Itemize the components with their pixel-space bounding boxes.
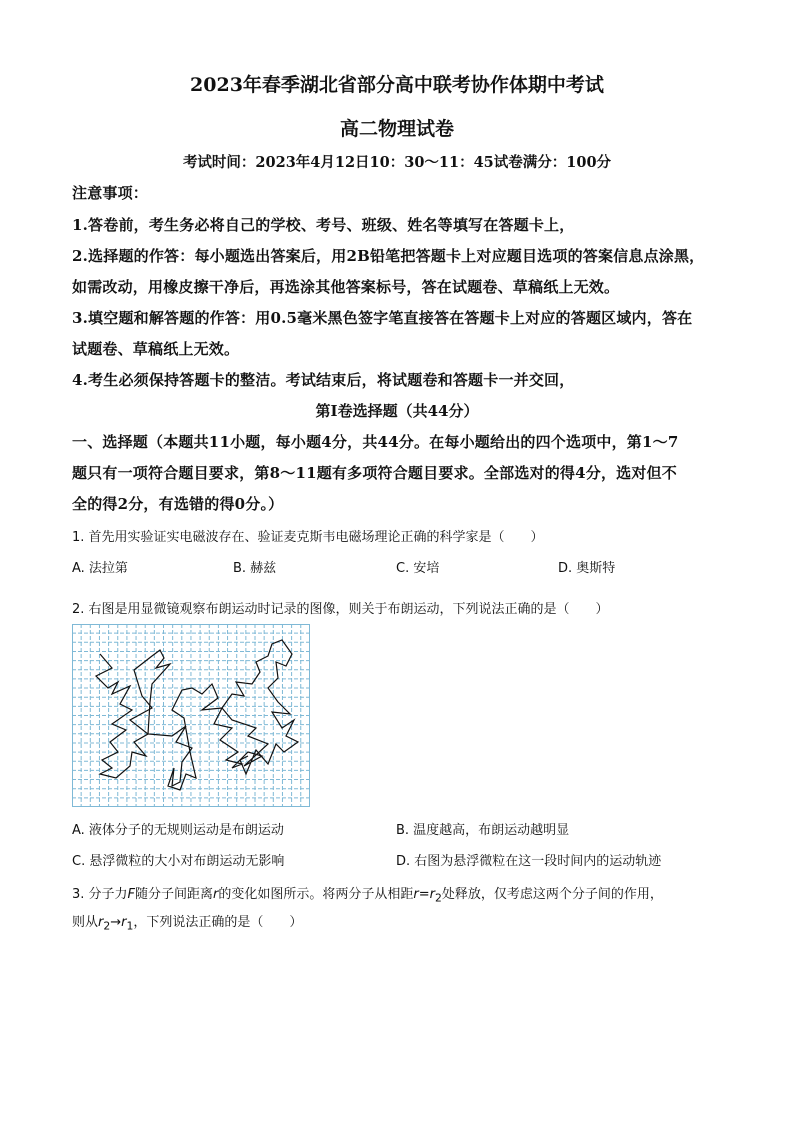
question-1-stem: 1. 首先用实验证实电磁波存在、验证麦克斯韦电磁场理论正确的科学家是（ ） (72, 530, 544, 545)
question-2-option-d[interactable]: D. 右图为悬浮微粒在这一段时间内的运动轨迹 (396, 854, 662, 869)
section-instructions: 一、选择题（本题共11小题，每小题4分，共44分。在每小题给出的四个选项中，第1～7 (72, 433, 679, 451)
brownian-motion-figure (72, 624, 310, 807)
note-item: 3.填空题和解答题的作答：用0.5毫米黑色签字笔直接答在答题卡上对应的答题区域内，答在 (72, 309, 693, 327)
section-title: 第I卷选择题（共44分） (315, 402, 479, 420)
note-item: 如需改动，用橡皮擦干净后，再选涂其他答案标号，答在试题卷、草稿纸上无效。 (72, 278, 620, 296)
note-item: 试题卷、草稿纸上无效。 (72, 340, 240, 358)
variable-F: F (127, 887, 136, 902)
section-instructions: 全的得2分，有选错的得0分。） (72, 495, 284, 513)
exam-info: 考试时间：2023年4月12日10：30～11：45试卷满分：100分 (182, 154, 612, 171)
question-1-option-d[interactable]: D. 奥斯特 (558, 561, 616, 576)
notes-heading: 注意事项： (72, 184, 149, 202)
exam-subtitle: 高二物理试卷 (339, 118, 454, 140)
variable-r: r (213, 887, 219, 902)
q3-text: ，下列说法正确的是（ ） (133, 915, 303, 930)
note-item: 2.选择题的作答：每小题选出答案后，用2B铅笔把答题卡上对应题目选项的答案信息点涂黑， (72, 247, 705, 265)
question-3-stem-line-2 (72, 911, 302, 933)
question-1-option-c[interactable]: C. 安培 (396, 561, 440, 576)
question-1-option-b[interactable]: B. 赫兹 (233, 561, 277, 576)
q3-text: 处释放，仅考虑这两个分子间的作用， (441, 887, 663, 902)
note-item: 4.考生必须保持答题卡的整洁。考试结束后，将试题卷和答题卡一并交回， (72, 371, 575, 389)
variable-r-eq: r=r (413, 887, 436, 902)
question-3-stem-line-1 (72, 883, 663, 905)
q3-text: 随分子间距离 (135, 887, 214, 902)
subscript: 1 (126, 919, 134, 933)
q3-text: 3. 分子力 (72, 887, 128, 902)
section-instructions: 题只有一项符合题目要求，第8～11题有多项符合题目要求。全部选对的得4分，选对但不 (72, 464, 677, 482)
variable-r2: r (98, 915, 104, 930)
exam-title: 2023年春季湖北省部分高中联考协作体期中考试 (190, 74, 604, 96)
question-1-option-a[interactable]: A. 法拉第 (72, 561, 128, 576)
q3-text: 的变化如图所示。将两分子从相距 (218, 887, 414, 902)
subscript: 2 (435, 891, 442, 905)
variable-r1: r (121, 915, 127, 930)
question-2-option-b[interactable]: B. 温度越高，布朗运动越明显 (396, 823, 570, 838)
q3-text: 则从 (72, 915, 99, 930)
note-item: 1.答卷前，考生务必将自己的学校、考号、班级、姓名等填写在答题卡上， (72, 216, 575, 234)
arrow-symbol: → (110, 915, 122, 930)
subscript: 2 (103, 919, 111, 933)
question-2-option-c[interactable]: C. 悬浮微粒的大小对布朗运动无影响 (72, 854, 285, 869)
question-2-stem: 2. 右图是用显微镜观察布朗运动时记录的图像，则关于布朗运动，下列说法正确的是（ ） (72, 602, 609, 617)
question-2-option-a[interactable]: A. 液体分子的无规则运动是布朗运动 (72, 823, 284, 838)
